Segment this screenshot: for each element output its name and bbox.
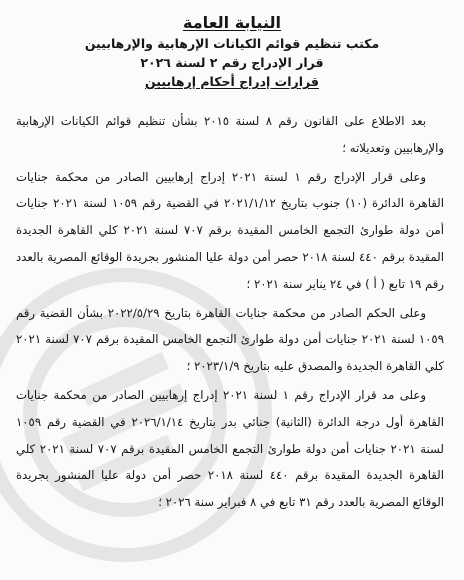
paragraph-preamble: بعد الاطلاع على القانون رقم ٨ لسنة ٢٠١٥ بشأن تنظيم قوائم الكيانات الإرهابية والإرهابيين وتعديلاته ؛ (16, 114, 444, 155)
authority-title: النيابة العامة (183, 13, 281, 32)
paragraph-listing-decision: وعلى قرار الإدراج رقم ١ لسنة ٢٠٢١ إدراج إرهابيين الصادر من محكمة جنايات القاهرة الدائرة (١٠) جنوب بتاريخ ٢٠٢١/١/١٢ في القضية رقم ١٠٥٩ لسنة ٢٠٢١ جنايات أمن دولة طوارئ التجمع الخامس المقيدة برقم ٧٠٧ لسنة ٢٠٢١ كلي القاهرة الجديدة المقيدة برقم ٤٤٠ لسنة ٢٠١٨ حصر أمن دولة عليا المنشور بجريدة الوقائع المصرية بالعدد رقم ١٩ تابع ( أ ) في ٢٤ يناير سنة ٢٠٢١ ؛ (16, 169, 444, 291)
office-name: مكتب تنظيم قوائم الكيانات الإرهابية والإرهابيين (84, 36, 380, 51)
decision-number: قرار الإدراج رقم ٢ لسنة ٢٠٢٦ (140, 55, 324, 70)
document-body (16, 108, 444, 516)
paragraph-court-ruling: وعلى الحكم الصادر من محكمة جنايات القاهرة بتاريخ ٢٠٢٢/٥/٢٩ بشأن القضية رقم ١٠٥٩ لسنة ٢٠٢١ جنايات أمن دولة طوارئ التجمع الخامس المقيدة برقم ٧٠٧ لسنة ٢٠٢١ كلي القاهرة الجديدة والمصدق عليه بتاريخ ٢٠٢٣/١/٩ ؛ (16, 305, 444, 374)
paragraph-extension: وعلى مد قرار الإدراج رقم ١ لسنة ٢٠٢١ إدراج إرهابيين الصادر من محكمة جنايات القاهرة أول درجة الدائرة (الثانية) جنائي بدر بتاريخ ٢٠٢٦/١/١٤ في القضية رقم ١٠٥٩ لسنة ٢٠٢١ جنايات أمن دولة طوارئ التجمع الخامس المقيدة برقم ٧٠٧ لسنة ٢٠٢١ كلي القاهرة الجديدة المقيدة برقم ٤٤٠ لسنة ٢٠١٨ حصر أمن دولة عليا المنشور بجريدة الوقائع المصرية بالعدد رقم ٣١ تابع في ٨ فبراير سنة ٢٠٢٦ ؛ (16, 387, 444, 510)
decision-subject: قرارات إدراج أحكام إرهابيين (145, 74, 319, 89)
document-header (0, 12, 464, 91)
